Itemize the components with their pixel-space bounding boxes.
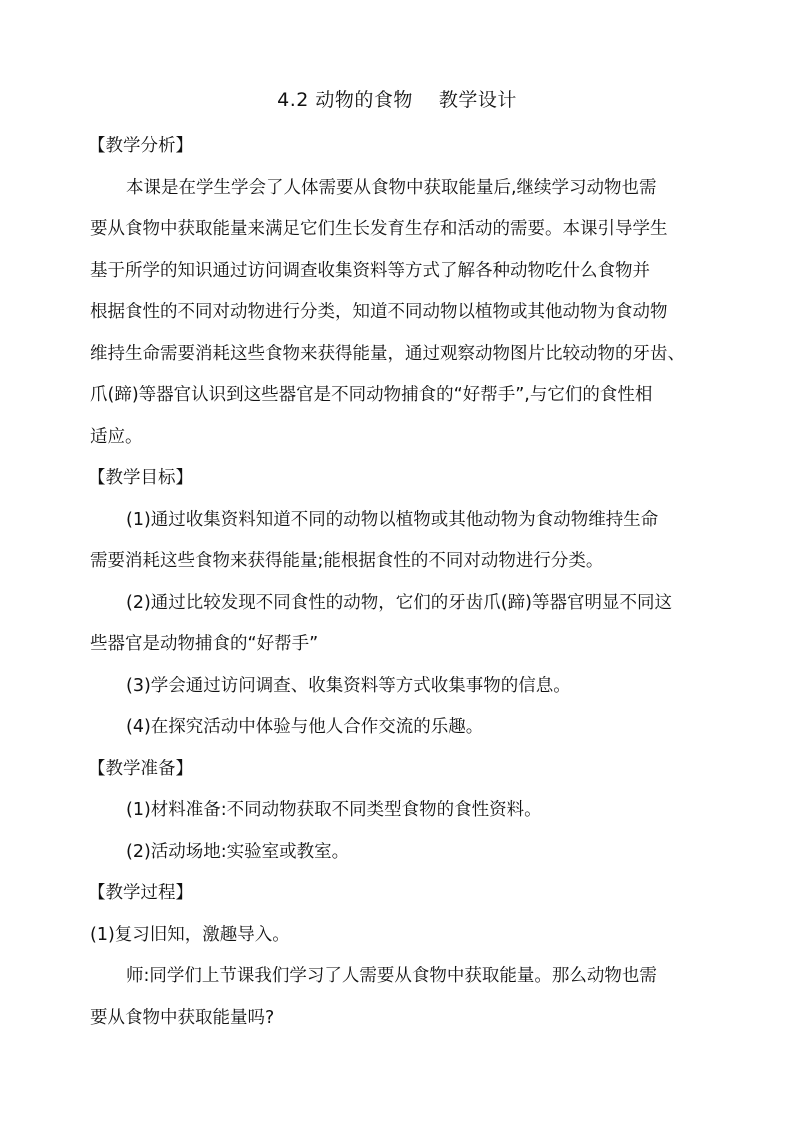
goal-item: (2)通过比较发现不同食性的动物，它们的牙齿爪(蹄)等器官明显不同这	[126, 592, 672, 613]
section-heading-process: 【教学过程】	[88, 883, 193, 903]
preparation-item: (1)材料准备:不同动物获取不同类型食物的食性资料。	[126, 800, 542, 820]
goal-item: (1)通过收集资料知道不同的动物以植物或其他动物为食动物维持生命	[126, 509, 659, 530]
paragraph-line: 基于所学的知识通过访问调查收集资料等方式了解各种动物吃什么食物并	[90, 260, 650, 281]
title-type: 教学设计	[438, 89, 517, 111]
document-title	[0, 86, 794, 114]
paragraph-line: 根据食性的不同对动物进行分类，知道不同动物以植物或其他动物为食动物	[90, 302, 668, 322]
section-heading-preparation: 【教学准备】	[88, 758, 193, 779]
section-heading-goals: 【教学目标】	[88, 468, 193, 488]
goal-item: (3)学会通过访问调查、收集资料等方式收集事物的信息。	[126, 675, 571, 696]
paragraph-line: 要从食物中获取能量来满足它们生长发育生存和活动的需要。本课引导学生	[90, 219, 668, 239]
section-heading-analysis: 【教学分析】	[88, 136, 193, 156]
title-lesson: 4.2 动物的食物	[277, 89, 413, 111]
process-paragraph-line: 要从食物中获取能量吗?	[90, 1007, 275, 1028]
process-paragraph-line: 师:同学们上节课我们学习了人需要从食物中获取能量。那么动物也需	[126, 966, 657, 986]
paragraph-line: 维持生命需要消耗这些食物来获得能量，通过观察动物图片比较动物的牙齿、	[90, 343, 685, 364]
process-step: (1)复习旧知，激趣导入。	[90, 924, 290, 945]
paragraph-line: 爪(蹄)等器官认识到这些器官是不同动物捕食的“好帮手”,与它们的食性相	[90, 385, 653, 405]
paragraph-line: 本课是在学生学会了人体需要从食物中获取能量后,继续学习动物也需	[126, 177, 657, 198]
preparation-item: (2)活动场地:实验室或教室。	[126, 841, 350, 862]
goal-item-continued: 些器官是动物捕食的“好帮手”	[90, 634, 319, 654]
goal-item-continued: 需要消耗这些食物来获得能量;能根据食性的不同对动物进行分类。	[90, 551, 604, 571]
document-body	[90, 126, 710, 1039]
paragraph-line: 适应。	[90, 426, 143, 447]
goal-item: (4)在探究活动中体验与他人合作交流的乐趣。	[126, 717, 484, 737]
